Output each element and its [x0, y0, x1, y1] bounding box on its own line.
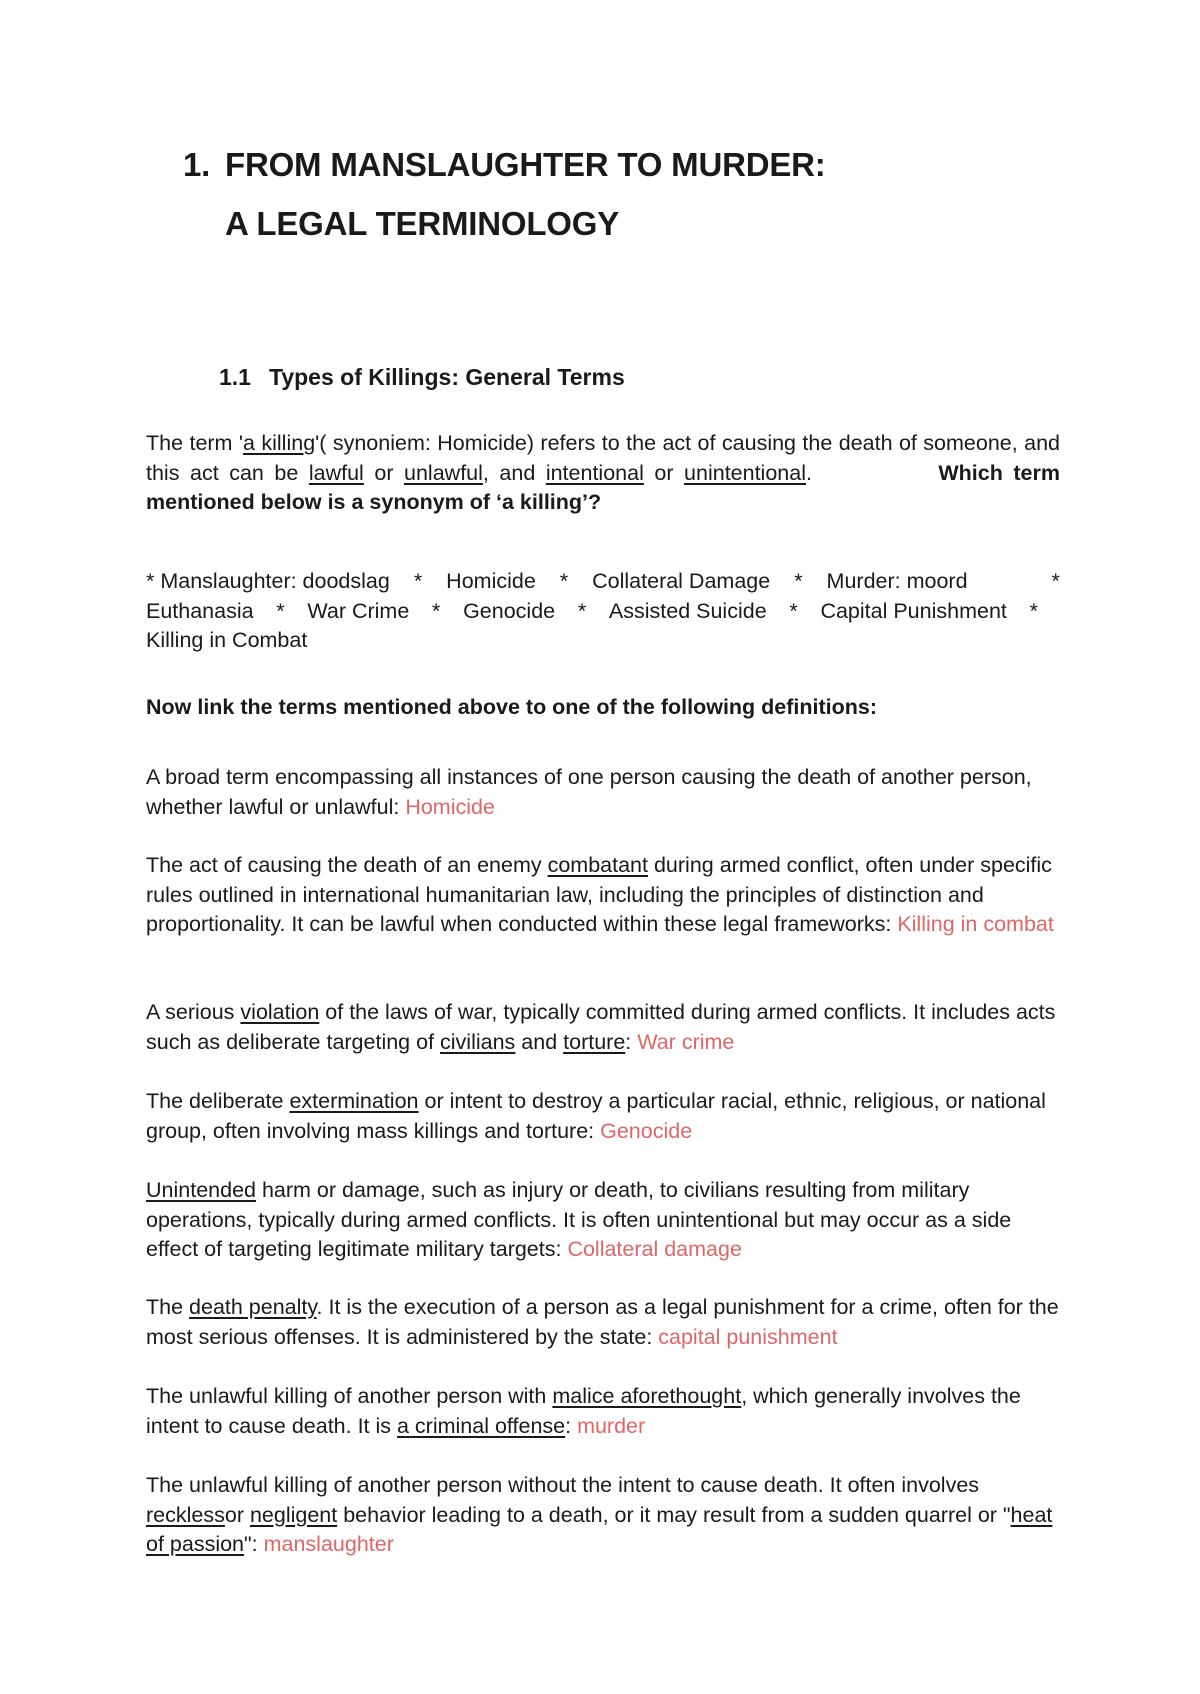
section-title: Types of Killings: General Terms — [269, 364, 625, 390]
answer: manslaughter — [263, 1532, 394, 1556]
heading-line-1: FROM MANSLAUGHTER TO MURDER: — [225, 146, 826, 183]
definition-war-crime: A serious violation of the laws of war, typically committed during armed conflicts. It includes acts such as deliberate targeting of civilians and torture: War crime — [146, 1000, 1056, 1054]
term-item: Capital Punishment — [820, 598, 1007, 623]
instruction: Now link the terms mentioned above to one of the following definitions: — [146, 695, 878, 719]
heading-number: 1. — [183, 146, 211, 183]
term-item: * Manslaughter: doodslag — [146, 569, 390, 593]
terms-row-3: Killing in Combat — [146, 628, 308, 652]
terms-list — [146, 567, 1060, 656]
answer: Killing in combat — [897, 912, 1054, 936]
term-separator: * — [794, 569, 803, 593]
term-item: Murder: moord — [826, 569, 968, 593]
section-number: 1.1 — [219, 364, 251, 390]
answer: War crime — [637, 1029, 735, 1054]
term-item: Euthanasia — [146, 598, 254, 623]
page-title-line-2 — [183, 205, 619, 243]
term-separator: * — [559, 569, 569, 593]
intro-question: Which term mentioned below is a synonym of ‘a killing’? — [146, 460, 1060, 514]
term-unlawful: unlawful — [404, 460, 483, 485]
term-separator: * — [413, 569, 423, 593]
term-separator: * — [1029, 598, 1038, 623]
definition-manslaughter: The unlawful killing of another person without the intent to cause death. It often involves recklessor negligent behavior leading to a death, or it may result from a sudden quarrel or "heat of passion": manslaughter — [146, 1473, 1053, 1556]
answer: Homicide — [405, 794, 495, 819]
term-separator: * — [789, 598, 798, 623]
term-intentional: intentional — [545, 460, 644, 485]
answer: murder — [577, 1413, 646, 1438]
term-item: Collateral Damage — [592, 569, 771, 593]
definition-capital-punishment: The death penalty. It is the execution of a person as a legal punishment for a crime, often for the most serious offenses. It is administered by the state: capital punishment — [146, 1295, 1059, 1349]
term-item: Assisted Suicide — [608, 598, 767, 623]
term-item: Genocide — [463, 598, 556, 623]
terms-row-1 — [146, 567, 1060, 597]
term-lawful: lawful — [308, 460, 364, 485]
page-title-line-1 — [183, 146, 826, 184]
definition-killing-in-combat: The act of causing the death of an enemy combatant during armed conflict, often under specific rules outlined in international humanitarian law, including the principles of distinction and proportionality. It can be lawful when conducted within these legal frameworks: Killing in combat — [146, 853, 1054, 936]
definition-collateral-damage: Unintended harm or damage, such as injury or death, to civilians resulting from military operations, typically during armed conflicts. It is often unintentional but may occur as a side effect of targeting legitimate military targets: Collateral damage — [146, 1178, 1012, 1261]
answer: Genocide — [600, 1118, 693, 1143]
terms-row-2 — [146, 597, 1060, 627]
term-separator: * — [577, 598, 587, 623]
term-item: Homicide — [446, 569, 536, 593]
answer: Collateral damage — [567, 1237, 742, 1261]
term-separator: * — [1051, 569, 1060, 593]
term-unintentional: unintentional — [684, 460, 806, 485]
definition-genocide: The deliberate extermination or intent to destroy a particular racial, ethnic, religious, or national group, often involving mass killings and torture: Genocide — [146, 1089, 1046, 1143]
intro-paragraph: The term 'a killing'( synoniem: Homicide) refers to the act of causing the death of someone, and this act can be lawful or unlawful, and intentional or unintentional. Which term mentioned below is a synonym of ‘a killing’? — [146, 431, 1061, 514]
heading-line-2: A LEGAL TERMINOLOGY — [225, 205, 620, 242]
term-a-killing: a killing — [243, 431, 316, 455]
definition-homicide: A broad term encompassing all instances of one person causing the death of another person, whether lawful or unlawful: Homicide — [146, 765, 1032, 819]
term-separator: * — [432, 598, 441, 623]
term-separator: * — [276, 598, 285, 623]
answer: capital punishment — [658, 1324, 838, 1349]
section-heading — [219, 364, 625, 391]
definition-murder: The unlawful killing of another person with malice aforethought, which generally involves the intent to cause death. It is a criminal offense: murder — [146, 1384, 1021, 1438]
term-item: War Crime — [307, 598, 410, 623]
